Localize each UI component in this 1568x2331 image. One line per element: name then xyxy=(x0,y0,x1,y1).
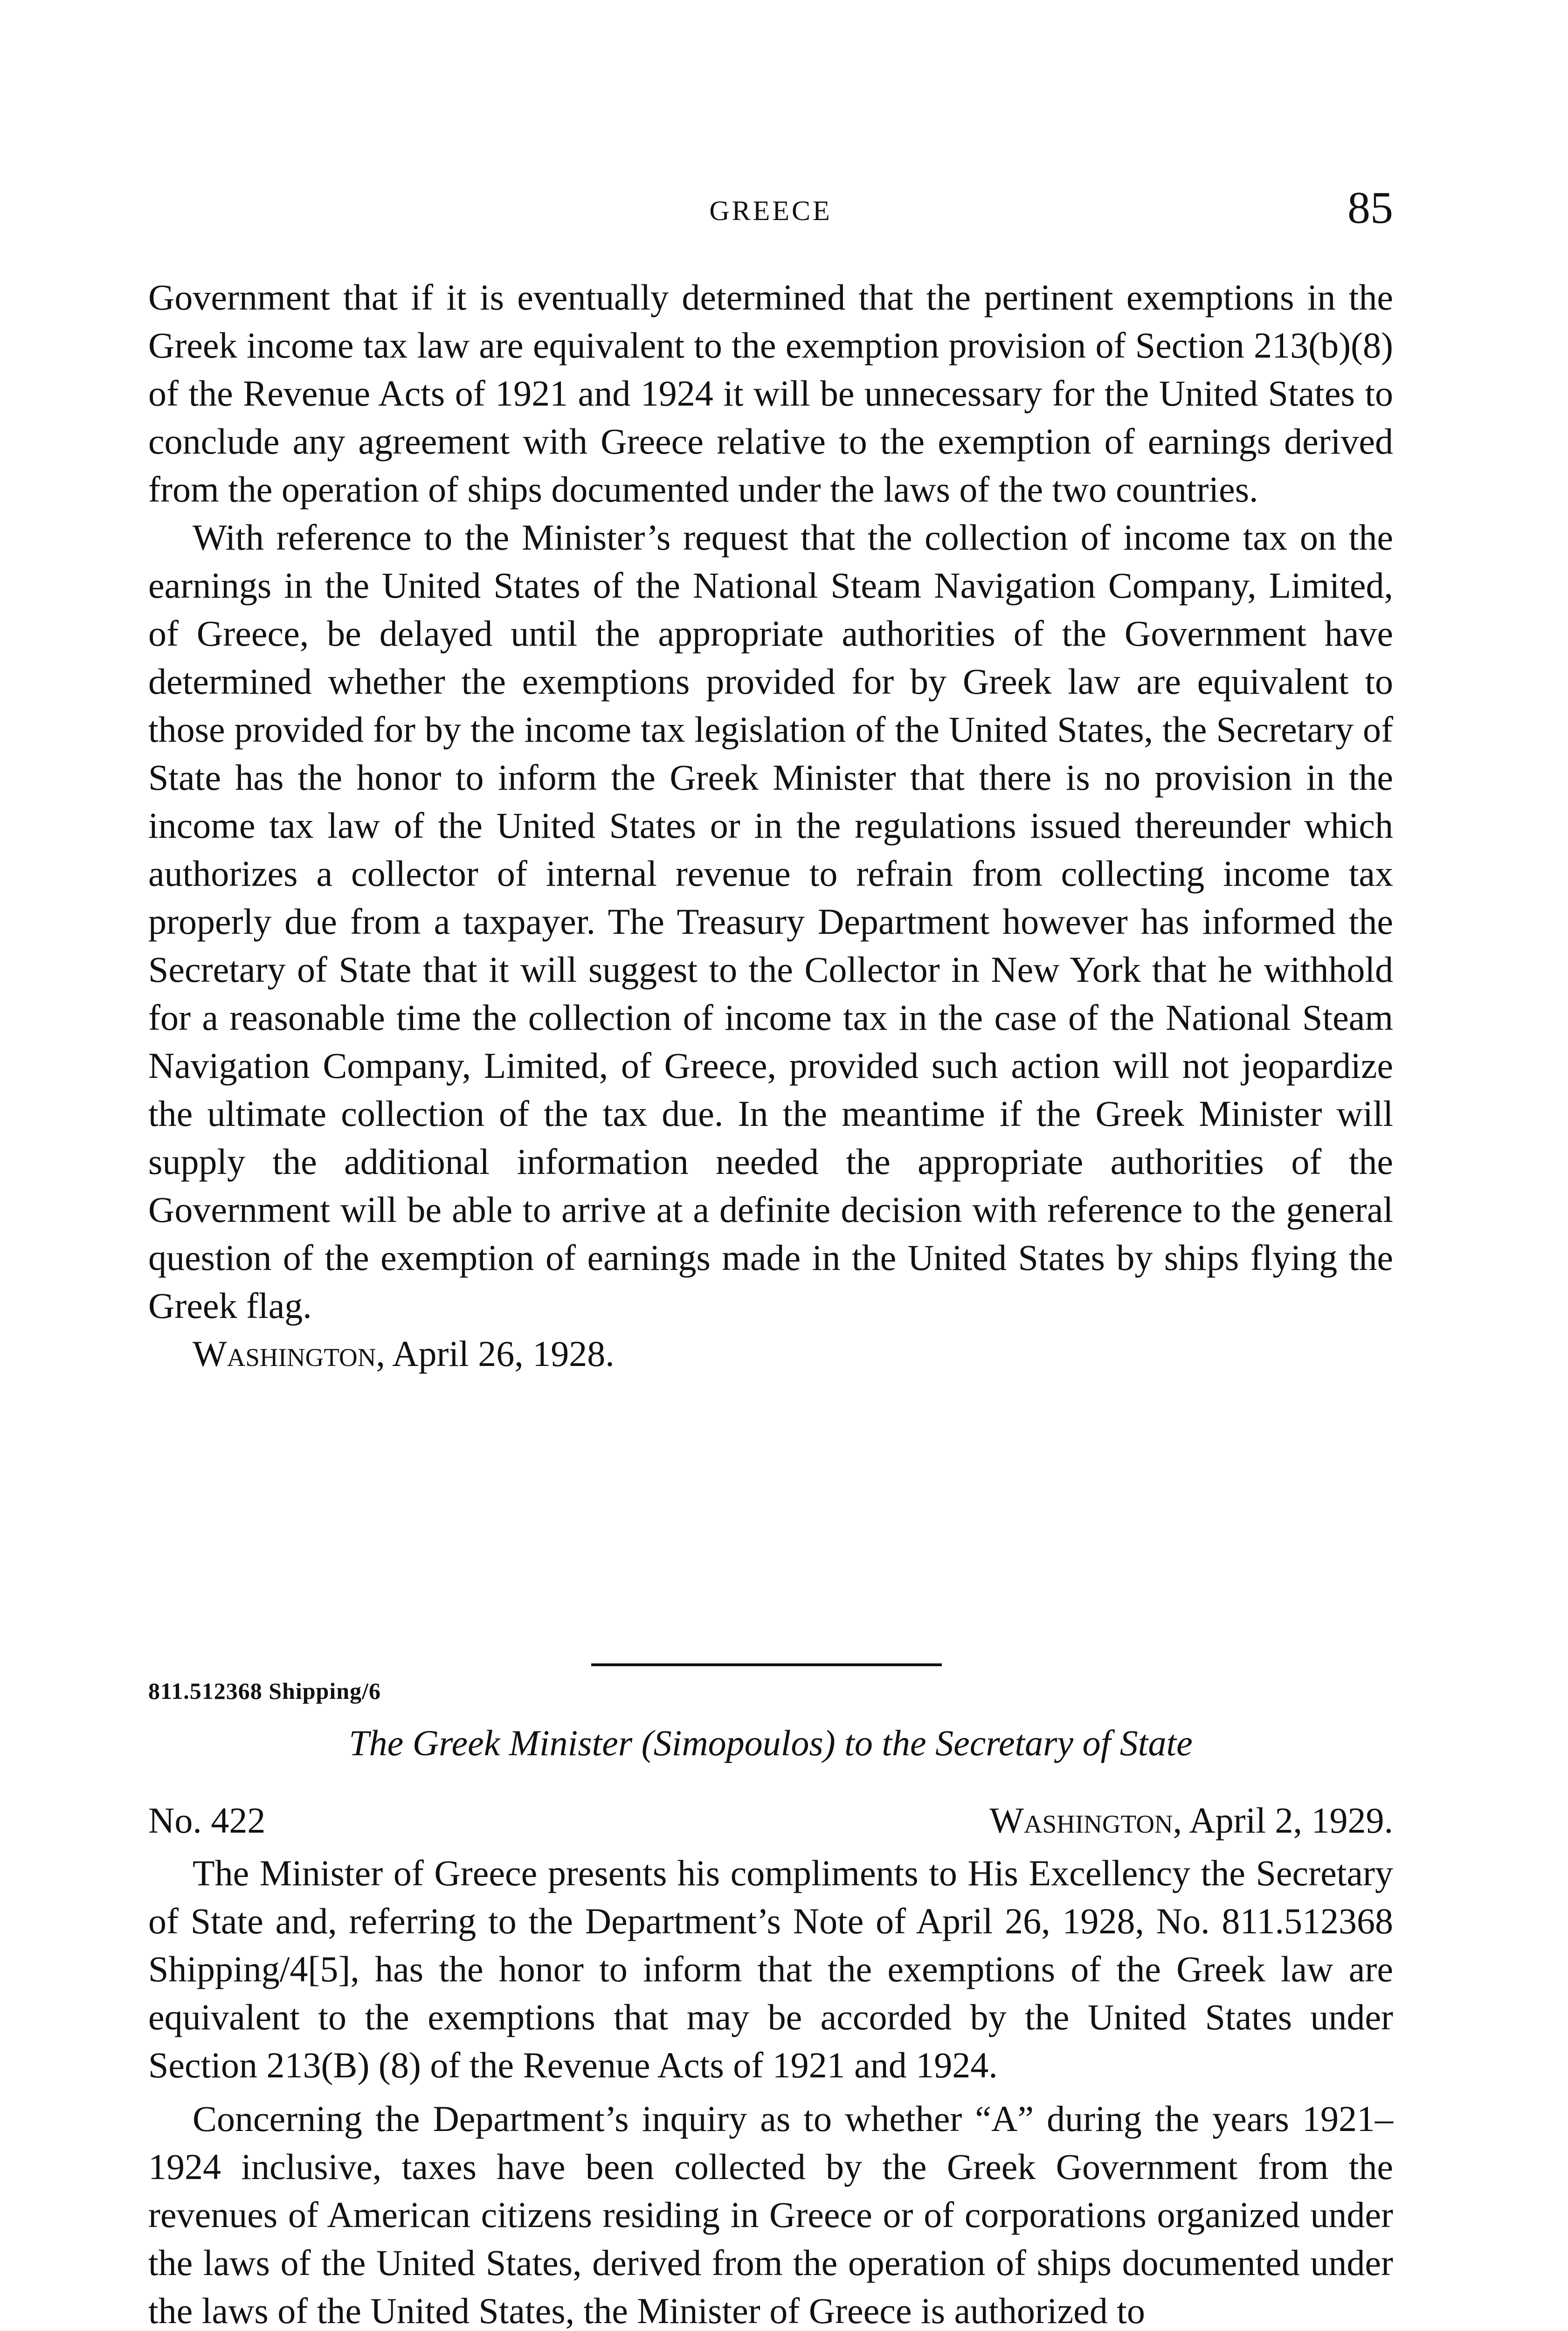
page-number: 85 xyxy=(1347,183,1393,233)
note-dateline-date: , April 2, 1929. xyxy=(1173,1800,1393,1841)
letter-paragraph-compliments: The Minister of Greece presents his compliments to His Excellency the Secretary of State and, referring to the Department’s Note of April 26, 1928, No. 811.512368 Shipping/4[5], has the honor to inform that the exemptions of the Greek law are equivalent to the exemptions that may be accorded by the United States under Section 213(B) (8) of the Revenue Acts of 1921 and 1924. xyxy=(148,1853,1393,2085)
note-dateline-city: Washington xyxy=(989,1800,1173,1841)
note-dateline xyxy=(989,1800,1393,1841)
dateline xyxy=(148,1330,1393,1378)
running-head xyxy=(148,182,1393,233)
note-header xyxy=(148,1800,1393,1848)
running-title: GREECE xyxy=(709,195,832,226)
body-paragraph-collection: With reference to the Minister’s request that the collection of income tax on the earnings in the United States of the National Steam Navigation Company, Limited, of Greece, be delayed until the appropriate authorities of the Government have determined whether the exemptions provided for by Greek law are equivalent to those provided for by the income tax legislation of the United States, the Secretary of State has the honor to inform the Greek Minister that there is no provision in the income tax law of the United States or in the regulations issued thereunder which authorizes a collector of internal revenue to refrain from collecting income tax properly due from a taxpayer. The Treasury Department however has informed the Secretary of State that it will suggest to the Collector in New York that he withhold for a reasonable time the collection of income tax in the case of the National Steam Navigation Company, Limited, of Greece, provided such action will not jeopardize the ultimate collection of the tax due. In the meantime if the Greek Minister will supply the additional information needed the appropriate authorities of the Government will be able to arrive at a definite decision with reference to the general question of the exemption of earnings made in the United States by ships flying the Greek flag. xyxy=(148,517,1393,1326)
minister-note-text xyxy=(148,1849,1393,2331)
note-number: No. 422 xyxy=(148,1800,266,1841)
document-title: The Greek Minister (Simopoulos) to the Secretary of State xyxy=(349,1723,1193,1763)
letter-paragraph-inquiry: Concerning the Department’s inquiry as to whether “A” during the years 1921–1924 inclusive, taxes have been collected by the Greek Government from the revenues of American citizens residing in Greece or of corporations organized under the laws of the United States, derived from the operation of ships documented under the laws of the United States, the Minister of Greece is authorized to xyxy=(148,2098,1393,2331)
file-number: 811.512368 Shipping/6 xyxy=(148,1678,381,1704)
dateline-date: , April 26, 1928. xyxy=(376,1333,615,1374)
continued-note-text xyxy=(148,273,1393,1378)
section-divider xyxy=(591,1663,942,1666)
body-paragraph-continued: Government that if it is eventually determined that the pertinent exemptions in the Greek income tax law are equivalent to the exemption provision of Section 213(b)(8) of the Revenue Acts of 1921 and 1924 it will be unnecessary for the United States to conclude any agreement with Greece relative to the exemption of earnings derived from the operation of ships documented under the laws of the two countries. xyxy=(148,277,1393,510)
dateline-city: Washington xyxy=(193,1333,376,1374)
